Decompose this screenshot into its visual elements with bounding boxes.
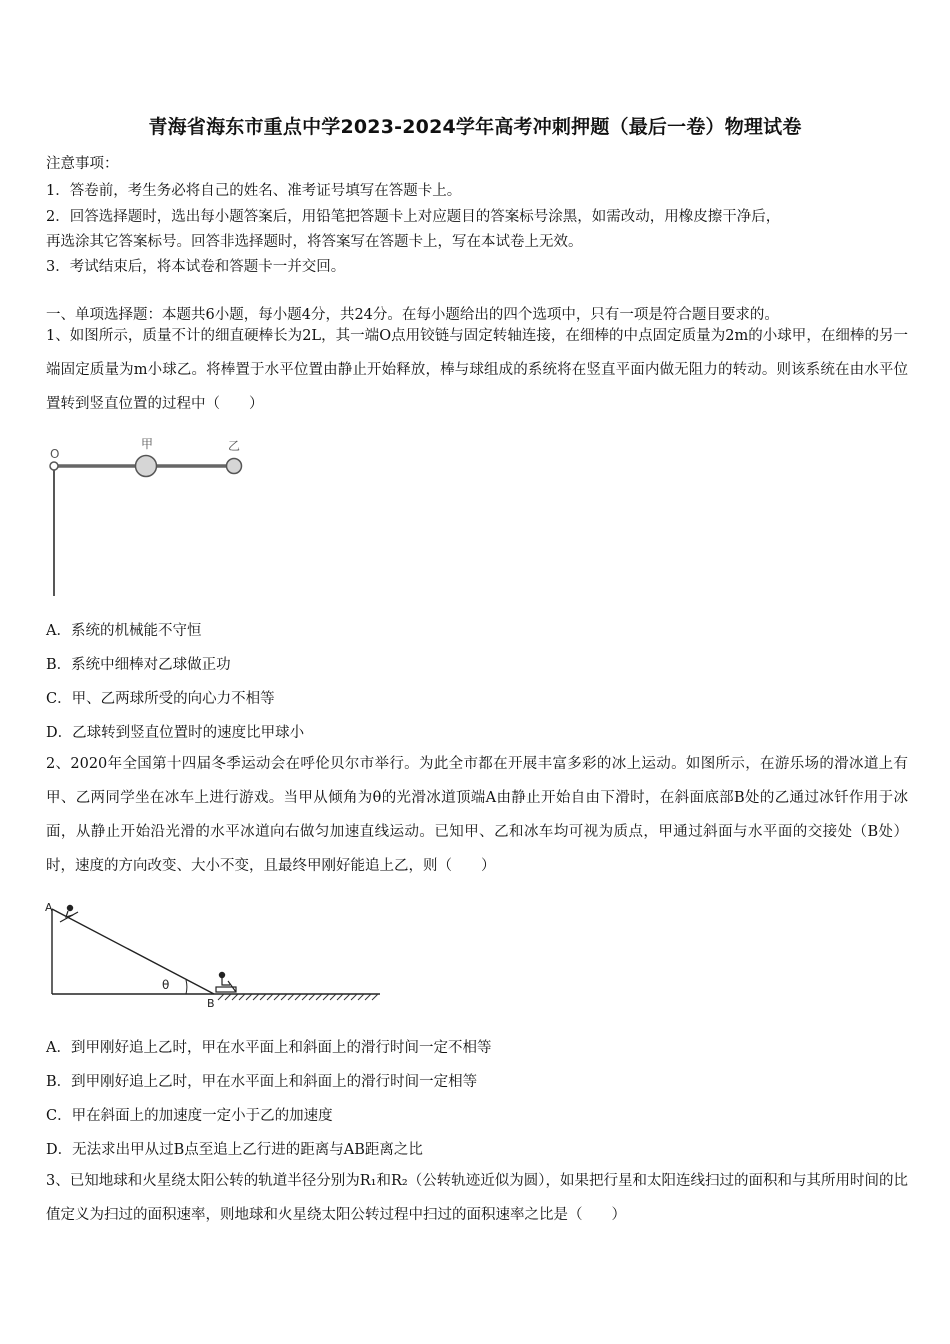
question-1-stem: 1、如图所示，质量不计的细直硬棒长为2L，其一端O点用铰链与固定转轴连接，在细棒的中点固定质量为2m的小球甲，在细棒的另一端固定质量为m小球乙。将棒置于水平位置由静止开始释放，棒与球组成的系统将在竖直平面内做无阻力的转动。则该系统在由水平位置转到竖直位置的过程中（ ） <box>46 328 908 412</box>
q2-option-a: A．到甲刚好追上乙时，甲在水平面上和斜面上的滑行时间一定不相等 <box>46 1040 492 1056</box>
sled-jia-icon <box>60 905 78 922</box>
ground-hatching <box>218 994 378 1000</box>
label-b: B <box>207 997 215 1010</box>
q2-option-d: D．无法求出甲从过B点至追上乙行进的距离与AB距离之比 <box>46 1142 423 1158</box>
notice-item-2: 2．回答选择题时，选出每小题答案后，用铅笔把答题卡上对应题目的答案标号涂黑，如需改动，用橡皮擦干净后， <box>46 209 781 225</box>
slope-line <box>52 909 214 994</box>
label-yi: 乙 <box>228 439 241 453</box>
label-o: O <box>50 447 60 461</box>
section-heading: 一、单项选择题：本题共6小题，每小题4分，共24分。在每小题给出的四个选项中，只有一项是符合题目要求的。 <box>46 307 779 323</box>
q2-option-b: B．到甲刚好追上乙时，甲在水平面上和斜面上的滑行时间一定相等 <box>46 1074 478 1090</box>
q1-option-b: B．系统中细棒对乙球做正功 <box>46 657 231 673</box>
notice-item-1: 1．答卷前，考生务必将自己的姓名、准考证号填写在答题卡上。 <box>46 183 462 199</box>
question-2-stem: 2、2020年全国第十四届冬季运动会在呼伦贝尔市举行。为此全市都在开展丰富多彩的冰上运动。如图所示，在游乐场的滑冰道上有甲、乙两同学坐在冰车上进行游戏。当甲从倾角为θ的光滑冰道顶端A由静止开始自由下滑时，在斜面底部B处的乙通过冰钎作用于冰面，从静止开始沿光滑的水平冰道向右做匀加速直线运动。已知甲、乙和冰车均可视为质点，甲通过斜面与水平面的交接处（B处）时，速度的方向改变、大小不变，且最终甲刚好能追上乙，则（ ） <box>46 756 908 874</box>
figure-ice-slope <box>40 895 390 1010</box>
q1-option-d: D．乙球转到竖直位置时的速度比甲球小 <box>46 725 305 741</box>
label-a: A <box>45 901 53 914</box>
ball-yi <box>227 459 242 474</box>
sled-yi-icon <box>216 972 236 992</box>
q1-option-a: A．系统的机械能不守恒 <box>46 623 202 639</box>
figure-rod-pendulum <box>40 428 260 600</box>
q1-option-c: C．甲、乙两球所受的向心力不相等 <box>46 691 275 707</box>
question-3-stem: 3、已知地球和火星绕太阳公转的轨道半径分别为R₁和R₂（公转轨迹近似为圆），如果把行星和太阳连线扫过的面积和与其所用时间的比值定义为扫过的面积速率，则地球和火星绕太阳公转过程中扫过的面积速率之比是（ ） <box>46 1173 908 1223</box>
notice-item-3: 3．考试结束后，将本试卷和答题卡一并交回。 <box>46 259 346 275</box>
notice-heading: 注意事项： <box>46 156 119 172</box>
label-jia: 甲 <box>141 437 154 451</box>
page-title: 青海省海东市重点中学2023-2024学年高考冲刺押题（最后一卷）物理试卷 <box>148 116 802 138</box>
label-theta: θ <box>162 978 170 992</box>
notice-item-2-cont: 再选涂其它答案标号。回答非选择题时，将答案写在答题卡上，写在本试卷上无效。 <box>46 234 583 250</box>
pivot-o <box>50 462 58 470</box>
ball-jia <box>136 456 157 477</box>
q2-option-c: C．甲在斜面上的加速度一定小于乙的加速度 <box>46 1108 333 1124</box>
angle-arc <box>186 980 187 994</box>
